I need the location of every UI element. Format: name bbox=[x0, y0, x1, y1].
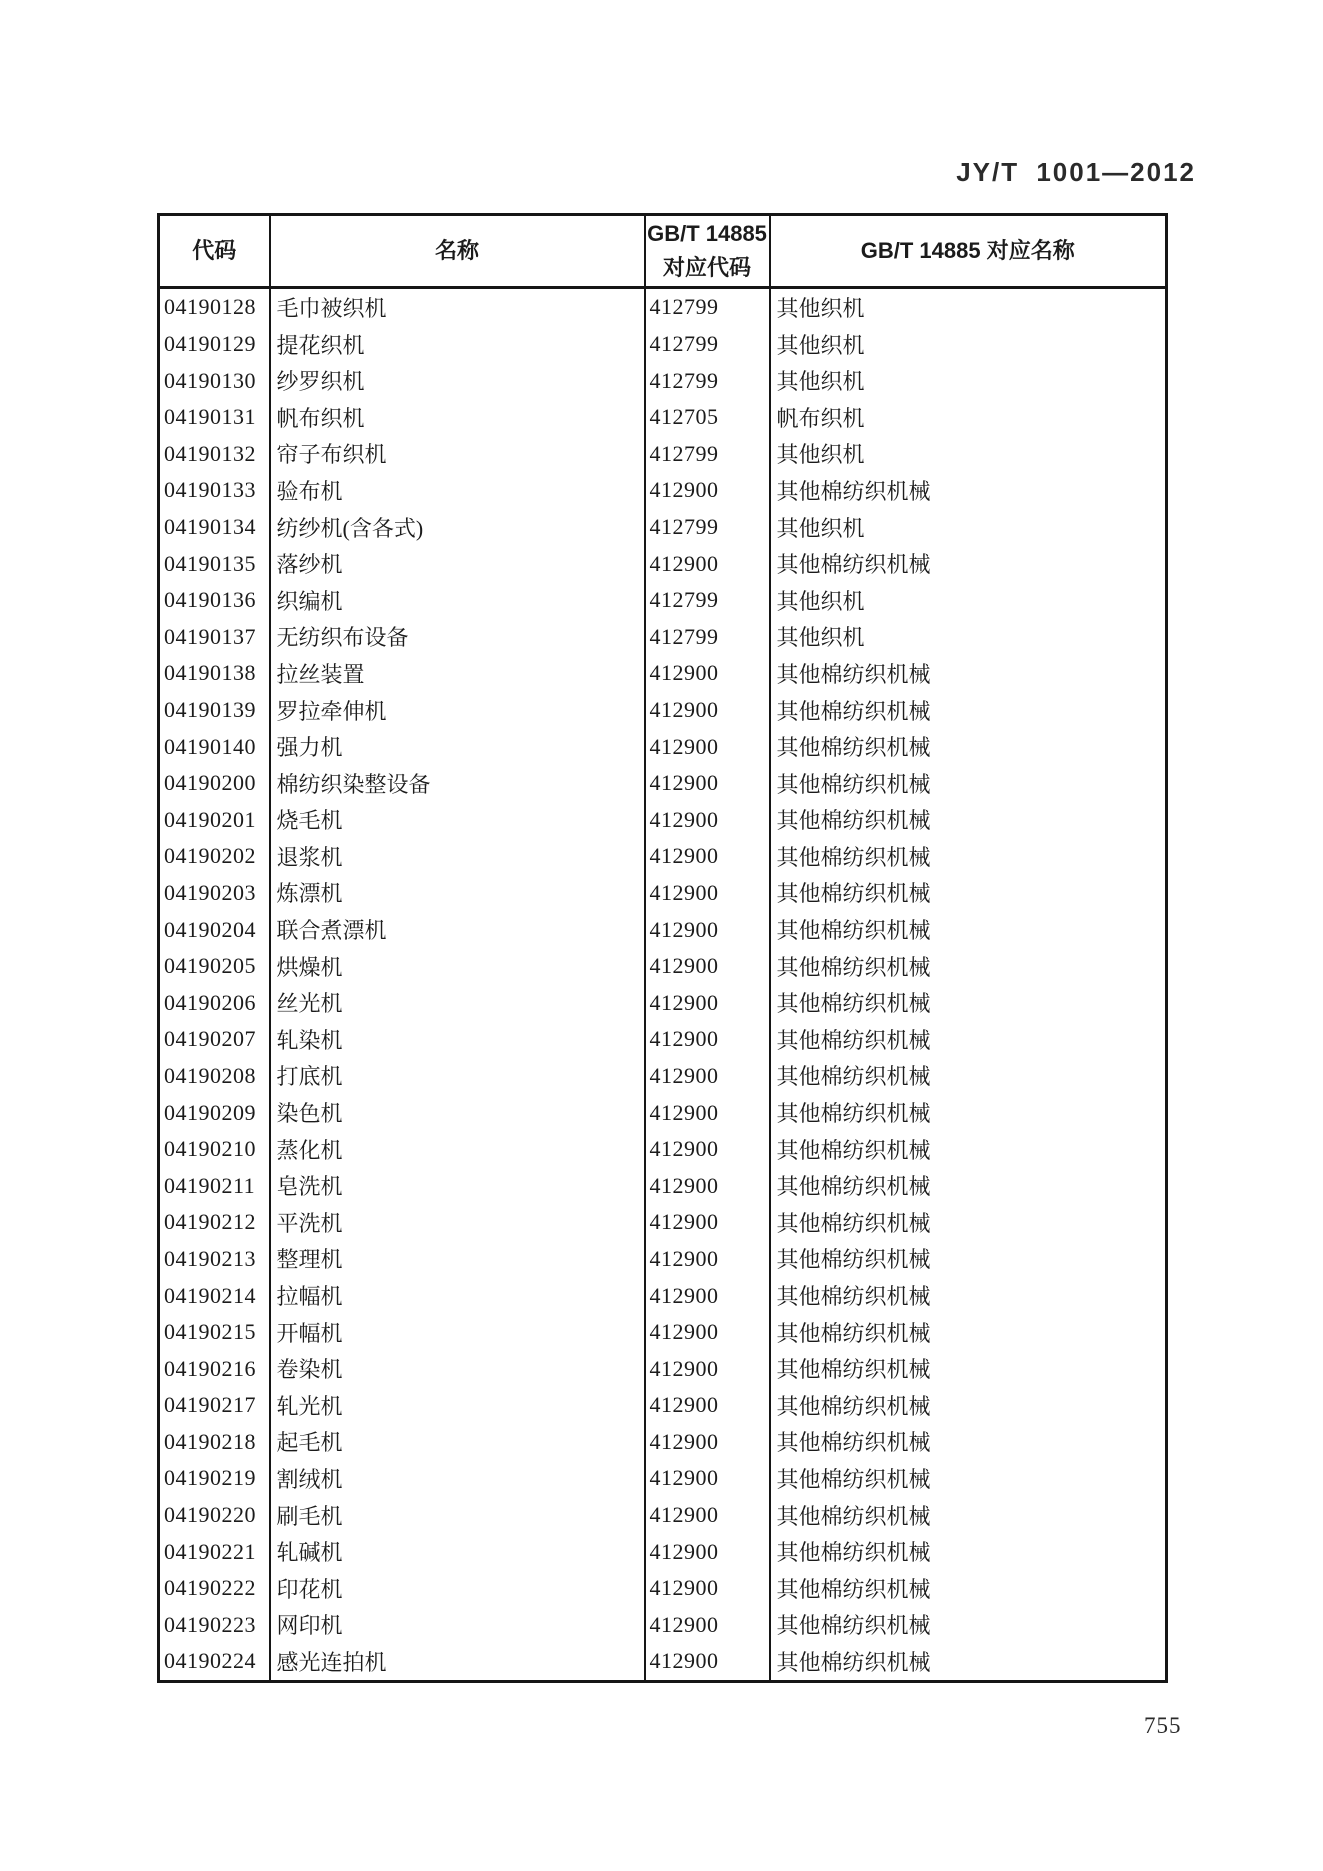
cell-gbt-code: 412900 bbox=[645, 1387, 770, 1424]
cell-gbt-name: 其他织机 bbox=[770, 509, 1167, 546]
table-row bbox=[159, 802, 1167, 839]
cell-gbt-name: 其他棉纺织机械 bbox=[770, 948, 1167, 985]
cell-code: 04190207 bbox=[159, 1021, 270, 1058]
cell-code: 04190211 bbox=[159, 1167, 270, 1204]
cell-gbt-code: 412900 bbox=[645, 1607, 770, 1644]
table-row bbox=[159, 1497, 1167, 1534]
cell-gbt-name: 其他棉纺织机械 bbox=[770, 1497, 1167, 1534]
cell-name: 烧毛机 bbox=[270, 802, 645, 839]
cell-gbt-name: 其他棉纺织机械 bbox=[770, 1167, 1167, 1204]
code-mapping-table bbox=[157, 213, 1168, 1683]
cell-gbt-name: 其他棉纺织机械 bbox=[770, 1533, 1167, 1570]
cell-name: 轧染机 bbox=[270, 1021, 645, 1058]
cell-gbt-name: 其他棉纺织机械 bbox=[770, 1460, 1167, 1497]
cell-code: 04190201 bbox=[159, 802, 270, 839]
table-row bbox=[159, 436, 1167, 473]
table-row bbox=[159, 1167, 1167, 1204]
cell-gbt-name: 其他棉纺织机械 bbox=[770, 984, 1167, 1021]
cell-gbt-name: 其他棉纺织机械 bbox=[770, 655, 1167, 692]
cell-gbt-code: 412900 bbox=[645, 1058, 770, 1095]
cell-gbt-name: 其他织机 bbox=[770, 288, 1167, 326]
table-body bbox=[159, 288, 1167, 1682]
cell-name: 纺纱机(含各式) bbox=[270, 509, 645, 546]
table-row bbox=[159, 1277, 1167, 1314]
cell-code: 04190129 bbox=[159, 326, 270, 363]
table-row bbox=[159, 326, 1167, 363]
cell-gbt-code: 412900 bbox=[645, 1460, 770, 1497]
cell-gbt-name: 其他棉纺织机械 bbox=[770, 1131, 1167, 1168]
cell-gbt-name: 其他棉纺织机械 bbox=[770, 1350, 1167, 1387]
cell-gbt-code: 412900 bbox=[645, 765, 770, 802]
table-row bbox=[159, 728, 1167, 765]
col-header-code: 代码 bbox=[159, 215, 270, 288]
col-header-gbt-code bbox=[645, 215, 770, 288]
table-row bbox=[159, 582, 1167, 619]
cell-gbt-name: 其他棉纺织机械 bbox=[770, 1241, 1167, 1278]
cell-gbt-name: 其他棉纺织机械 bbox=[770, 692, 1167, 729]
cell-name: 帘子布织机 bbox=[270, 436, 645, 473]
cell-name: 拉幅机 bbox=[270, 1277, 645, 1314]
cell-name: 感光连拍机 bbox=[270, 1643, 645, 1681]
cell-gbt-name: 其他织机 bbox=[770, 326, 1167, 363]
cell-code: 04190219 bbox=[159, 1460, 270, 1497]
table-row bbox=[159, 692, 1167, 729]
table-row bbox=[159, 875, 1167, 912]
cell-gbt-code: 412900 bbox=[645, 1570, 770, 1607]
cell-name: 轧光机 bbox=[270, 1387, 645, 1424]
table-row bbox=[159, 1350, 1167, 1387]
cell-gbt-code: 412900 bbox=[645, 1643, 770, 1681]
cell-name: 纱罗织机 bbox=[270, 362, 645, 399]
cell-code: 04190131 bbox=[159, 399, 270, 436]
cell-gbt-code: 412900 bbox=[645, 472, 770, 509]
cell-gbt-code: 412799 bbox=[645, 582, 770, 619]
table-row bbox=[159, 984, 1167, 1021]
cell-gbt-name: 其他棉纺织机械 bbox=[770, 1204, 1167, 1241]
cell-code: 04190218 bbox=[159, 1424, 270, 1461]
cell-name: 网印机 bbox=[270, 1607, 645, 1644]
cell-gbt-code: 412900 bbox=[645, 948, 770, 985]
cell-name: 皂洗机 bbox=[270, 1167, 645, 1204]
cell-code: 04190200 bbox=[159, 765, 270, 802]
cell-gbt-name: 其他棉纺织机械 bbox=[770, 838, 1167, 875]
cell-gbt-code: 412900 bbox=[645, 1131, 770, 1168]
cell-gbt-name: 其他棉纺织机械 bbox=[770, 1021, 1167, 1058]
cell-gbt-name: 其他棉纺织机械 bbox=[770, 1570, 1167, 1607]
cell-code: 04190206 bbox=[159, 984, 270, 1021]
cell-gbt-code: 412705 bbox=[645, 399, 770, 436]
cell-name: 打底机 bbox=[270, 1058, 645, 1095]
cell-name: 拉丝装置 bbox=[270, 655, 645, 692]
cell-name: 割绒机 bbox=[270, 1460, 645, 1497]
cell-name: 强力机 bbox=[270, 728, 645, 765]
cell-gbt-code: 412900 bbox=[645, 984, 770, 1021]
cell-code: 04190215 bbox=[159, 1314, 270, 1351]
cell-name: 卷染机 bbox=[270, 1350, 645, 1387]
cell-code: 04190136 bbox=[159, 582, 270, 619]
cell-gbt-name: 其他棉纺织机械 bbox=[770, 1643, 1167, 1681]
cell-name: 联合煮漂机 bbox=[270, 911, 645, 948]
cell-gbt-code: 412900 bbox=[645, 1277, 770, 1314]
cell-gbt-code: 412799 bbox=[645, 509, 770, 546]
cell-gbt-code: 412799 bbox=[645, 288, 770, 326]
table-row bbox=[159, 472, 1167, 509]
cell-name: 丝光机 bbox=[270, 984, 645, 1021]
cell-code: 04190223 bbox=[159, 1607, 270, 1644]
table-row bbox=[159, 765, 1167, 802]
page-number: 755 bbox=[1144, 1713, 1182, 1738]
cell-name: 蒸化机 bbox=[270, 1131, 645, 1168]
table-row bbox=[159, 1607, 1167, 1644]
table-row bbox=[159, 619, 1167, 656]
cell-name: 起毛机 bbox=[270, 1424, 645, 1461]
cell-name: 验布机 bbox=[270, 472, 645, 509]
cell-name: 帆布织机 bbox=[270, 399, 645, 436]
cell-code: 04190208 bbox=[159, 1058, 270, 1095]
cell-gbt-name: 其他棉纺织机械 bbox=[770, 472, 1167, 509]
table-row bbox=[159, 288, 1167, 326]
doc-reference: JY/T 1001—2012 bbox=[956, 157, 1196, 187]
table-row bbox=[159, 509, 1167, 546]
cell-gbt-name: 其他织机 bbox=[770, 582, 1167, 619]
cell-gbt-name: 其他棉纺织机械 bbox=[770, 1058, 1167, 1095]
cell-gbt-code: 412900 bbox=[645, 1497, 770, 1534]
cell-code: 04190216 bbox=[159, 1350, 270, 1387]
table-header-row bbox=[159, 215, 1167, 288]
table-row bbox=[159, 1533, 1167, 1570]
cell-code: 04190202 bbox=[159, 838, 270, 875]
cell-code: 04190222 bbox=[159, 1570, 270, 1607]
cell-code: 04190140 bbox=[159, 728, 270, 765]
cell-gbt-code: 412900 bbox=[645, 728, 770, 765]
cell-name: 染色机 bbox=[270, 1094, 645, 1131]
cell-code: 04190221 bbox=[159, 1533, 270, 1570]
cell-code: 04190214 bbox=[159, 1277, 270, 1314]
cell-gbt-name: 其他织机 bbox=[770, 362, 1167, 399]
cell-gbt-name: 其他棉纺织机械 bbox=[770, 728, 1167, 765]
table-row bbox=[159, 1241, 1167, 1278]
table-row bbox=[159, 1460, 1167, 1497]
cell-gbt-code: 412900 bbox=[645, 1314, 770, 1351]
cell-gbt-code: 412900 bbox=[645, 1167, 770, 1204]
cell-code: 04190213 bbox=[159, 1241, 270, 1278]
table-row bbox=[159, 1058, 1167, 1095]
cell-code: 04190137 bbox=[159, 619, 270, 656]
cell-code: 04190205 bbox=[159, 948, 270, 985]
table-row bbox=[159, 1204, 1167, 1241]
table-row bbox=[159, 399, 1167, 436]
cell-gbt-name: 其他棉纺织机械 bbox=[770, 875, 1167, 912]
cell-name: 落纱机 bbox=[270, 545, 645, 582]
cell-gbt-code: 412900 bbox=[645, 1204, 770, 1241]
table-row bbox=[159, 1131, 1167, 1168]
cell-gbt-code: 412900 bbox=[645, 1241, 770, 1278]
cell-name: 毛巾被织机 bbox=[270, 288, 645, 326]
table-row bbox=[159, 911, 1167, 948]
cell-name: 刷毛机 bbox=[270, 1497, 645, 1534]
cell-gbt-code: 412799 bbox=[645, 362, 770, 399]
cell-gbt-code: 412900 bbox=[645, 911, 770, 948]
cell-code: 04190132 bbox=[159, 436, 270, 473]
cell-name: 退浆机 bbox=[270, 838, 645, 875]
cell-code: 04190210 bbox=[159, 1131, 270, 1168]
cell-gbt-code: 412900 bbox=[645, 1424, 770, 1461]
col-header-gbt-code-line2: 对应代码 bbox=[662, 255, 751, 281]
cell-code: 04190135 bbox=[159, 545, 270, 582]
cell-gbt-code: 412900 bbox=[645, 838, 770, 875]
cell-code: 04190138 bbox=[159, 655, 270, 692]
table-row bbox=[159, 1387, 1167, 1424]
cell-name: 炼漂机 bbox=[270, 875, 645, 912]
cell-gbt-name: 其他棉纺织机械 bbox=[770, 1387, 1167, 1424]
table-row bbox=[159, 1643, 1167, 1681]
cell-gbt-code: 412900 bbox=[645, 875, 770, 912]
cell-name: 无纺织布设备 bbox=[270, 619, 645, 656]
cell-code: 04190204 bbox=[159, 911, 270, 948]
cell-code: 04190130 bbox=[159, 362, 270, 399]
cell-gbt-name: 其他棉纺织机械 bbox=[770, 1277, 1167, 1314]
table-row bbox=[159, 655, 1167, 692]
cell-gbt-code: 412900 bbox=[645, 1533, 770, 1570]
cell-code: 04190133 bbox=[159, 472, 270, 509]
col-header-gbt-code-line1: GB/T 14885 bbox=[647, 221, 767, 246]
cell-gbt-name: 其他棉纺织机械 bbox=[770, 1094, 1167, 1131]
cell-gbt-code: 412900 bbox=[645, 692, 770, 729]
cell-gbt-name: 其他棉纺织机械 bbox=[770, 765, 1167, 802]
cell-code: 04190212 bbox=[159, 1204, 270, 1241]
cell-gbt-name: 其他棉纺织机械 bbox=[770, 911, 1167, 948]
cell-gbt-code: 412900 bbox=[645, 1094, 770, 1131]
table-row bbox=[159, 1021, 1167, 1058]
cell-code: 04190217 bbox=[159, 1387, 270, 1424]
cell-gbt-name: 其他棉纺织机械 bbox=[770, 545, 1167, 582]
col-header-gbt-name: GB/T 14885 对应名称 bbox=[770, 215, 1167, 288]
cell-gbt-code: 412900 bbox=[645, 1350, 770, 1387]
cell-gbt-code: 412900 bbox=[645, 802, 770, 839]
cell-gbt-code: 412799 bbox=[645, 619, 770, 656]
cell-name: 平洗机 bbox=[270, 1204, 645, 1241]
cell-name: 织编机 bbox=[270, 582, 645, 619]
cell-gbt-code: 412900 bbox=[645, 655, 770, 692]
cell-gbt-name: 其他棉纺织机械 bbox=[770, 1607, 1167, 1644]
cell-gbt-name: 帆布织机 bbox=[770, 399, 1167, 436]
cell-gbt-code: 412799 bbox=[645, 436, 770, 473]
cell-name: 罗拉牵伸机 bbox=[270, 692, 645, 729]
cell-gbt-name: 其他棉纺织机械 bbox=[770, 1314, 1167, 1351]
table-row bbox=[159, 1314, 1167, 1351]
cell-gbt-name: 其他织机 bbox=[770, 436, 1167, 473]
cell-name: 整理机 bbox=[270, 1241, 645, 1278]
table-row bbox=[159, 1570, 1167, 1607]
table-row bbox=[159, 838, 1167, 875]
cell-code: 04190128 bbox=[159, 288, 270, 326]
table-row bbox=[159, 545, 1167, 582]
cell-name: 烘燥机 bbox=[270, 948, 645, 985]
cell-name: 轧碱机 bbox=[270, 1533, 645, 1570]
cell-name: 棉纺织染整设备 bbox=[270, 765, 645, 802]
table-row bbox=[159, 1094, 1167, 1131]
table-row bbox=[159, 362, 1167, 399]
col-header-name: 名称 bbox=[270, 215, 645, 288]
cell-code: 04190203 bbox=[159, 875, 270, 912]
table-row bbox=[159, 1424, 1167, 1461]
cell-code: 04190209 bbox=[159, 1094, 270, 1131]
cell-gbt-name: 其他织机 bbox=[770, 619, 1167, 656]
cell-code: 04190220 bbox=[159, 1497, 270, 1534]
cell-name: 提花织机 bbox=[270, 326, 645, 363]
cell-name: 印花机 bbox=[270, 1570, 645, 1607]
cell-gbt-code: 412900 bbox=[645, 545, 770, 582]
cell-gbt-code: 412799 bbox=[645, 326, 770, 363]
cell-code: 04190224 bbox=[159, 1643, 270, 1681]
cell-code: 04190134 bbox=[159, 509, 270, 546]
cell-name: 开幅机 bbox=[270, 1314, 645, 1351]
cell-gbt-name: 其他棉纺织机械 bbox=[770, 802, 1167, 839]
cell-code: 04190139 bbox=[159, 692, 270, 729]
cell-gbt-name: 其他棉纺织机械 bbox=[770, 1424, 1167, 1461]
table-row bbox=[159, 948, 1167, 985]
cell-gbt-code: 412900 bbox=[645, 1021, 770, 1058]
